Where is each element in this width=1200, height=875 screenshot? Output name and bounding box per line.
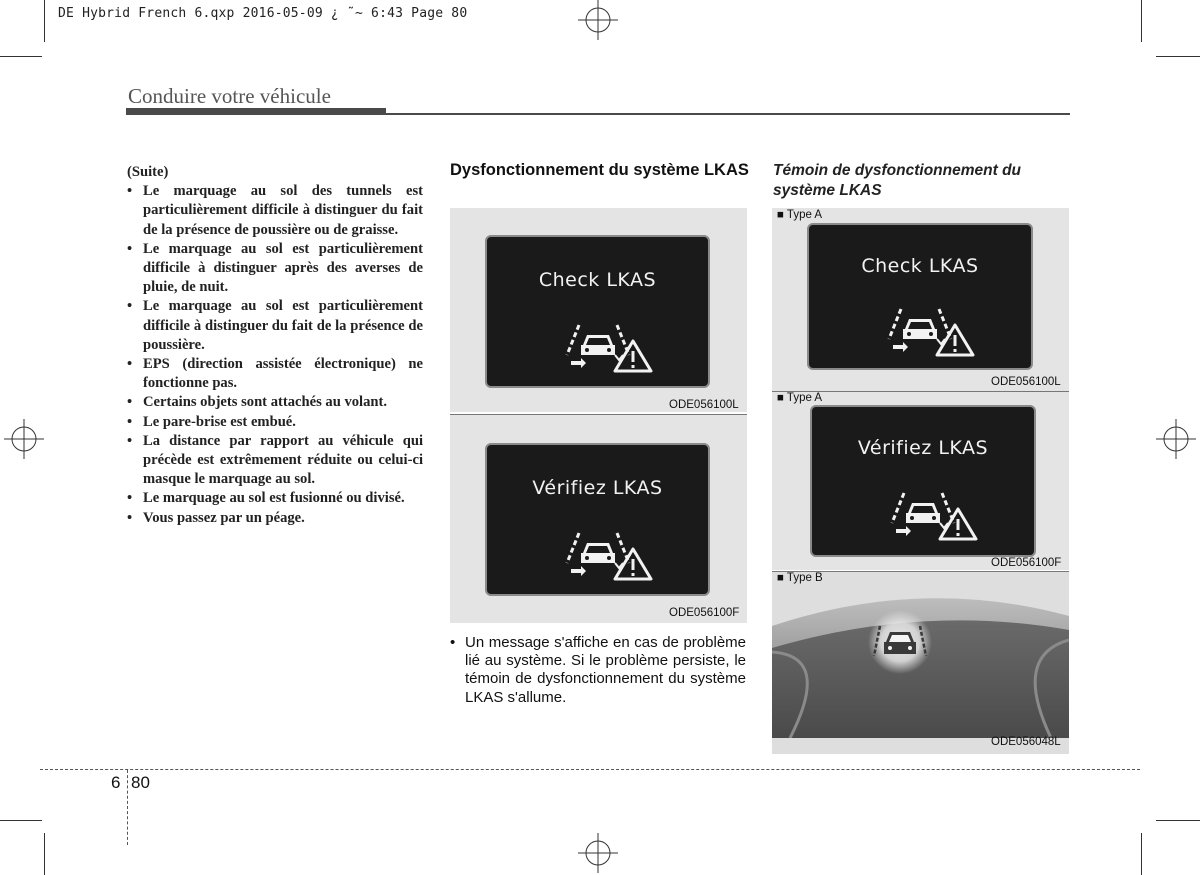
figure-code: ODE056100L [669, 399, 739, 411]
type-label: ■ Type A [777, 209, 823, 221]
section-number: 6 [111, 773, 121, 792]
print-slug: DE Hybrid French 6.qxp 2016-05-09 ¿ ˜~ 6:43 Page 80 [58, 6, 468, 21]
figure-code: ODE056100F [991, 557, 1062, 569]
type-label: ■ Type B [777, 572, 823, 584]
continued-label: (Suite) [127, 164, 169, 180]
list-item: • Le marquage au sol est fusionné ou divisé. [127, 489, 423, 508]
header-rule [386, 113, 1070, 115]
figure-code: ODE056100F [669, 607, 740, 619]
display-message: Vérifiez LKAS [532, 477, 663, 499]
registration-mark-icon [578, 0, 618, 40]
list-item: • Un message s'affiche en cas de problème lié au système. Si le problème persiste, le témoin de dysfonctionnement du système LKAS s'allume. [450, 634, 746, 707]
list-item: • Le marquage au sol est particulièrement difficile à distinguer après des averses de pluie, de nuit. [127, 240, 423, 298]
section-heading: Témoin de dysfonctionnement du système LKAS [773, 162, 1022, 199]
list-item: • La distance par rapport au véhicule qui précède est extrêmement réduite ou celui-ci masque le marquage au sol. [127, 432, 423, 490]
display-message: Check LKAS [861, 255, 979, 277]
note-text [450, 634, 746, 707]
registration-mark-icon [1156, 419, 1196, 459]
header-rule [126, 108, 386, 115]
footer-rule [40, 769, 1140, 770]
crop-mark [0, 56, 42, 57]
crop-mark [1141, 0, 1142, 42]
list-item: • Certains objets sont attachés au volant. [127, 393, 423, 412]
display-message: Vérifiez LKAS [857, 437, 989, 459]
list-item: • Le pare-brise est embué. [127, 413, 423, 432]
page-number: 80 [131, 773, 150, 792]
running-header: Conduire votre véhicule [128, 84, 331, 108]
list-item: • Le marquage au sol est particulièrement difficile à distinguer du fait de la présence de poussière. [127, 297, 423, 355]
lkas-warning-icon [563, 321, 653, 373]
crop-mark [1156, 56, 1200, 57]
registration-mark-icon [4, 419, 44, 459]
condition-list [127, 182, 423, 528]
list-item: • EPS (direction assistée électronique) ne fonctionne pas. [127, 355, 423, 393]
cluster-display [485, 235, 710, 388]
cluster-display [810, 405, 1036, 557]
crop-mark [0, 820, 42, 821]
footer-rule [127, 770, 128, 845]
lkas-warning-icon [885, 305, 975, 357]
left-column [127, 163, 423, 528]
instrument-cluster-image [772, 586, 1069, 738]
cluster-display [807, 223, 1033, 370]
section-heading: Dysfonctionnement du système LKAS [450, 161, 749, 179]
crop-mark [1156, 820, 1200, 821]
crop-mark [44, 0, 45, 42]
type-label: ■ Type A [777, 392, 823, 404]
cluster-display [485, 443, 710, 596]
display-message: Check LKAS [538, 269, 657, 291]
crop-mark [1141, 833, 1142, 875]
lkas-warning-icon [888, 489, 978, 541]
crop-mark [44, 833, 45, 875]
figure-code: ODE056048L [991, 736, 1061, 748]
lkas-warning-icon [563, 529, 653, 581]
figure-code: ODE056100L [991, 376, 1061, 388]
registration-mark-icon [578, 833, 618, 873]
list-item: • Le marquage au sol des tunnels est particulièrement difficile à distinguer du fait de la présence de poussière ou de graisse. [127, 182, 423, 240]
list-item: • Vous passez par un péage. [127, 509, 423, 528]
